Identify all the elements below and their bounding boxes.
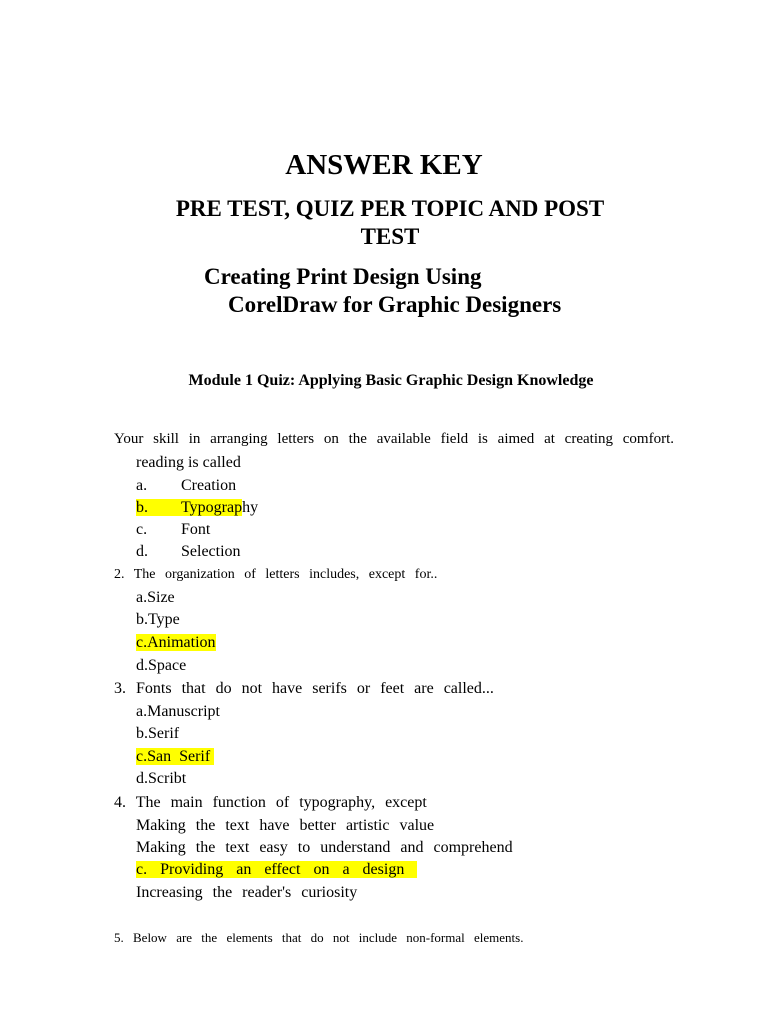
question-1-text-line2: reading is called: [136, 454, 241, 471]
answer-highlight: c.San Serif: [136, 748, 215, 765]
question-4-option-a: Making the text have better artistic value: [136, 817, 435, 834]
question-5-text: 5. Below are the elements that do not include non-formal elements.: [114, 930, 524, 945]
question-1-option-a: [136, 475, 236, 497]
course-title-line2: CorelDraw for Graphic Designers: [228, 292, 562, 317]
question-3-text: 3. Fonts that do not have serifs or feet are called...: [114, 680, 494, 697]
course-title-line1: Creating Print Design Using: [204, 264, 482, 289]
question-1-option-b: [136, 497, 258, 519]
question-4-option-c: [136, 859, 417, 881]
document-subtitle: PRE TEST, QUIZ PER TOPIC AND POST TEST: [175, 196, 605, 249]
question-3-option-c: [136, 746, 214, 768]
option-text: Creation: [181, 477, 237, 494]
option-letter: c.: [136, 521, 148, 538]
question-2-text: 2. The organization of letters includes, except for..: [114, 567, 438, 582]
question-1-option-c: [136, 519, 210, 541]
question-4-option-b: Making the text easy to understand and comprehend: [136, 839, 513, 856]
question-4-text: 4. The main function of typography, except: [114, 794, 427, 811]
option-letter: b.: [136, 499, 148, 516]
document-title: ANSWER KEY: [285, 149, 483, 181]
question-3-option-d: d.Scribt: [136, 770, 187, 787]
question-2-option-b: b.Type: [136, 611, 180, 628]
question-4-option-d: Increasing the reader's curiosity: [136, 884, 358, 901]
question-1-option-d: [136, 541, 241, 563]
option-text-rest: hy: [242, 499, 259, 516]
question-3-option-b: b.Serif: [136, 725, 180, 742]
option-text: Selection: [181, 543, 241, 560]
option-text-highlighted: Typograp: [181, 499, 243, 516]
question-2-option-a: a.Size: [136, 589, 175, 606]
option-letter: d.: [136, 543, 148, 560]
question-2-option-d: d.Space: [136, 657, 187, 674]
option-letter: a.: [136, 477, 148, 494]
module-title: Module 1 Quiz: Applying Basic Graphic Design Knowledge: [188, 372, 594, 389]
answer-highlight: c. Providing an effect on a design: [136, 861, 418, 878]
question-1-text-line1: Your skill in arranging letters on the available field is aimed at creating comfort.: [114, 431, 674, 447]
answer-highlight: c.Animation: [136, 634, 216, 651]
question-2-option-c: [136, 632, 216, 654]
question-3-option-a: a.Manuscript: [136, 703, 220, 720]
option-text: Font: [181, 521, 211, 538]
